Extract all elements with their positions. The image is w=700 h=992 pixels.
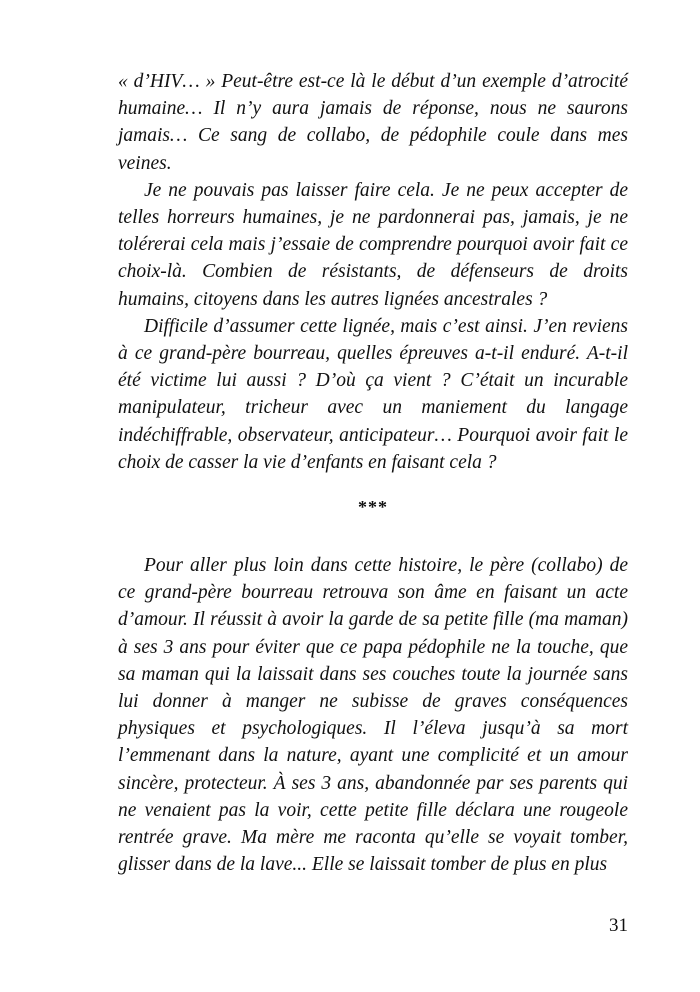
paragraph: Difficile d’assumer cette lignée, mais c’est ainsi. J’en reviens à ce grand-père bourreau, quelles épreuves a-t-il enduré. A-t-il été victime lui aussi ? D’où ça vient ? C’était un incurable manipulateur, tricheur avec un maniement du langage indéchiffrable, observateur, anticipateur… Pourquoi avoir fait le choix de casser la vie d’enfants en faisant cela ? [118, 315, 628, 473]
paragraph: Je ne pouvais pas laisser faire cela. Je ne peux accepter de telles horreurs humaines, je ne pardonnerai pas, jamais, je ne tolérerai cela mais j’essaie de comprendre pourquoi avoir fait ce choix-là. Combien de résistants, de défenseurs de droits humains, citoyens dans les autres lignées ancestrales ? [118, 179, 628, 310]
section-separator: *** [358, 497, 388, 517]
paragraph: Pour aller plus loin dans cette histoire, le père (collabo) de ce grand-père bourreau retrouva son âme en faisant un acte d’amour. Il réussit à avoir la garde de sa petite fille (ma maman) à ses 3 ans pour éviter que ce papa pédophile ne la touche, que sa maman qui la laissait dans ses couches toute la journée sans lui donner à manger ne subisse de graves conséquences physiques et psychologiques. Il l’éleva jusqu’à sa mort l’emmenant dans la nature, ayant une complicité et un amour sincère, protecteur. À ses 3 ans, abandonnée par ses parents qui ne venaient pas la voir, cette petite fille déclara une rougeole rentrée grave. Ma mère me raconta qu’elle se voyait tomber, glisser dans de la lave... Elle se laissait tomber de plus en plus [118, 555, 628, 876]
body-text-bottom [118, 552, 628, 878]
body-text-top [118, 68, 628, 476]
page-number: 31 [609, 915, 628, 936]
paragraph-continuation: « d’HIV… » Peut-être est-ce là le début d’un exemple d’atrocité humaine… Il n’y aura jamais de réponse, nous ne saurons jamais… Ce sang de collabo, de pédophile coule dans mes veines. [118, 71, 628, 174]
